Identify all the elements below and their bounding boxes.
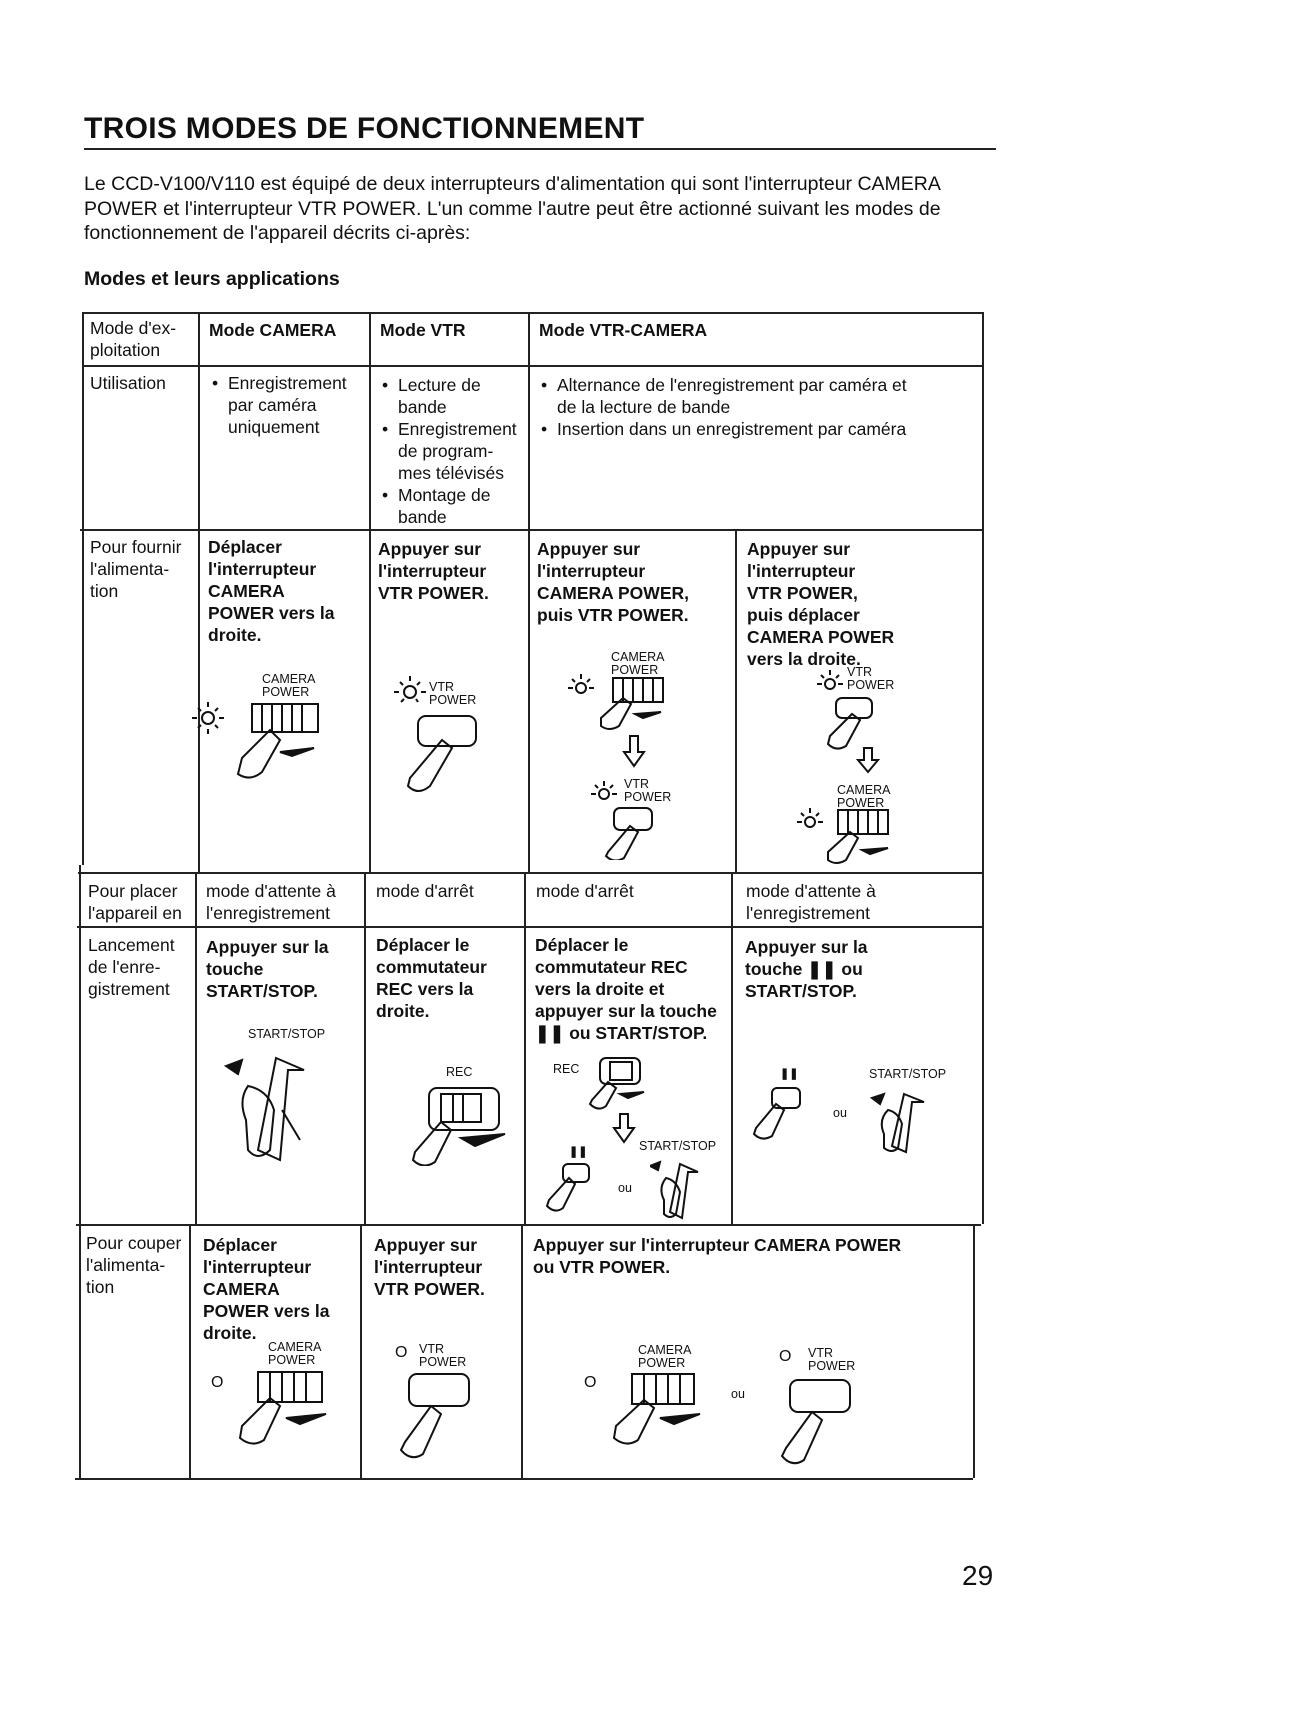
lancement-camera-text: Appuyer sur la touche START/STOP.: [206, 937, 329, 1001]
page-number: 29: [962, 1560, 994, 1591]
off-indicator: O: [211, 1374, 224, 1391]
startstop-button-icon: [870, 1090, 934, 1156]
placer-vtr: mode d'arrêt: [376, 881, 474, 901]
section-subtitle: Modes et leurs applications: [84, 268, 340, 290]
power-label: POWER: [268, 1353, 316, 1367]
pause-label: ❚❚: [569, 1146, 588, 1158]
camera-power-switch-icon: [192, 696, 342, 786]
utilisation-vtr-camera: [533, 374, 913, 440]
rec-label: REC: [446, 1065, 473, 1079]
header-mode: Mode d'ex- ploitation: [90, 318, 177, 360]
pause-button-icon: [752, 1084, 806, 1146]
startstop-label: START/STOP: [639, 1139, 717, 1153]
list-item: • Insertion dans un enregistrement par caméra: [539, 418, 907, 440]
vtr-power-button-icon: [380, 670, 490, 800]
camera-label: CAMERA: [268, 1340, 322, 1354]
placer-vtrcam-b: mode d'attente à l'enregistrement: [746, 881, 876, 923]
vtr-power-button-icon: [588, 776, 668, 860]
vtr-power-button-icon: [808, 664, 898, 774]
vtr-power-button-icon: [395, 1370, 485, 1460]
placer-camera: mode d'attente à l'enregistrement: [206, 881, 336, 923]
alim-camera-text: Déplacer l'interrupteur CAMERA POWER vers la droite.: [208, 537, 335, 645]
utilisation-camera: [204, 372, 364, 438]
list-item: • Alternance de l'enregistrement par caméra et de la lecture de bande: [539, 374, 907, 418]
startstop-label: START/STOP: [869, 1067, 947, 1081]
row-label-placer: Pour placer l'appareil en: [88, 881, 182, 923]
list-item: • Enregistrement par caméra uniquement: [210, 372, 358, 438]
off-indicator: O: [779, 1348, 792, 1365]
camera-label: CAMERA: [262, 672, 316, 686]
header-mode-camera: Mode CAMERA: [209, 320, 337, 340]
camera-power-switch-icon: [565, 668, 675, 732]
camera-power-switch-icon: [604, 1368, 714, 1450]
pause-button-icon: [545, 1160, 595, 1216]
row-label-utilisation: Utilisation: [90, 373, 166, 393]
startstop-label: START/STOP: [248, 1027, 326, 1041]
header-mode-vtr: Mode VTR: [380, 320, 466, 340]
vtr-label: VTR: [624, 777, 649, 791]
list-item: • Lecture de bande: [380, 374, 520, 418]
couper-vtr-text: Appuyer sur l'interrupteur VTR POWER.: [374, 1235, 485, 1299]
power-label: POWER: [808, 1359, 856, 1373]
pause-label: ❚❚: [780, 1068, 799, 1080]
utilisation-vtr: [374, 374, 526, 528]
row-label-couper: Pour couper l'alimenta-tion: [86, 1233, 182, 1297]
power-label: POWER: [262, 685, 310, 699]
lancement-vtrcam-a-text: Déplacer le commutateur REC vers la droite et appuyer sur la touche ❚❚ ou START/STOP.: [535, 935, 717, 1043]
placer-vtrcam-a: mode d'arrêt: [536, 881, 634, 901]
camera-power-switch-icon: [230, 1366, 340, 1450]
startstop-button-icon: [650, 1160, 706, 1222]
arrow-down-icon: [622, 734, 646, 770]
list-item: • Enregistrement de program-mes télévisés: [380, 418, 520, 484]
row-label-lancement: Lancement de l'enre-gistrement: [88, 935, 175, 999]
or-label: ou: [618, 1181, 632, 1195]
row-label-alimentation: Pour fournir l'alimenta-tion: [90, 537, 182, 601]
page-title: TROIS MODES DE FONCTIONNEMENT: [84, 112, 996, 150]
alim-vtrcam-a-text: Appuyer sur l'interrupteur CAMERA POWER, puis VTR POWER.: [537, 539, 689, 625]
alim-vtrcam-b-text: Appuyer sur l'interrupteur VTR POWER, puis déplacer CAMERA POWER vers la droite.: [747, 539, 895, 669]
power-label: POWER: [419, 1355, 467, 1369]
power-label: POWER: [429, 693, 477, 707]
alim-vtr-text: Appuyer sur l'interrupteur VTR POWER.: [378, 539, 489, 603]
arrow-down-icon: [612, 1112, 636, 1144]
off-indicator: O: [395, 1344, 408, 1361]
power-label: POWER: [638, 1356, 686, 1370]
intro-paragraph: Le CCD-V100/V110 est équipé de deux interrupteurs d'alimentation qui sont l'interrupteur CAMERA POWER et l'interrupteur VTR POWER. L'un comme l'autre peut être actionné suivant les modes de fonctionnement de l'appareil décrits ci-après:: [84, 173, 941, 244]
lancement-vtr-text: Déplacer le commutateur REC vers la droite.: [376, 935, 487, 1021]
vtr-label: VTR: [419, 1342, 444, 1356]
camera-power-switch-icon: [790, 800, 900, 866]
vtr-label: VTR: [847, 665, 872, 679]
camera-label: CAMERA: [837, 783, 891, 797]
vtr-label: VTR: [808, 1346, 833, 1360]
lancement-vtrcam-b-text: Appuyer sur la touche ❚❚ ou START/STOP.: [745, 937, 868, 1001]
or-label: ou: [731, 1387, 745, 1401]
vtr-label: VTR: [429, 680, 454, 694]
power-label: POWER: [624, 790, 672, 804]
camera-label: CAMERA: [611, 650, 665, 664]
off-indicator: O: [584, 1374, 597, 1391]
couper-camera-text: Déplacer l'interrupteur CAMERA POWER vers la droite.: [203, 1235, 330, 1343]
vtr-power-button-icon: [776, 1376, 866, 1466]
header-mode-vtr-camera: Mode VTR-CAMERA: [539, 320, 708, 340]
power-label: POWER: [611, 663, 659, 677]
power-label: POWER: [847, 678, 895, 692]
list-item: • Montage de bande: [380, 484, 520, 528]
rec-switch-icon: [588, 1054, 658, 1110]
rec-label: REC: [553, 1062, 580, 1076]
couper-vtrcam-text: Appuyer sur l'interrupteur CAMERA POWER ou VTR POWER.: [533, 1235, 902, 1277]
camera-label: CAMERA: [638, 1343, 692, 1357]
rec-switch-icon: [405, 1082, 515, 1166]
or-label: ou: [833, 1106, 847, 1120]
power-label: POWER: [837, 796, 885, 810]
startstop-button-icon: [218, 1050, 338, 1170]
